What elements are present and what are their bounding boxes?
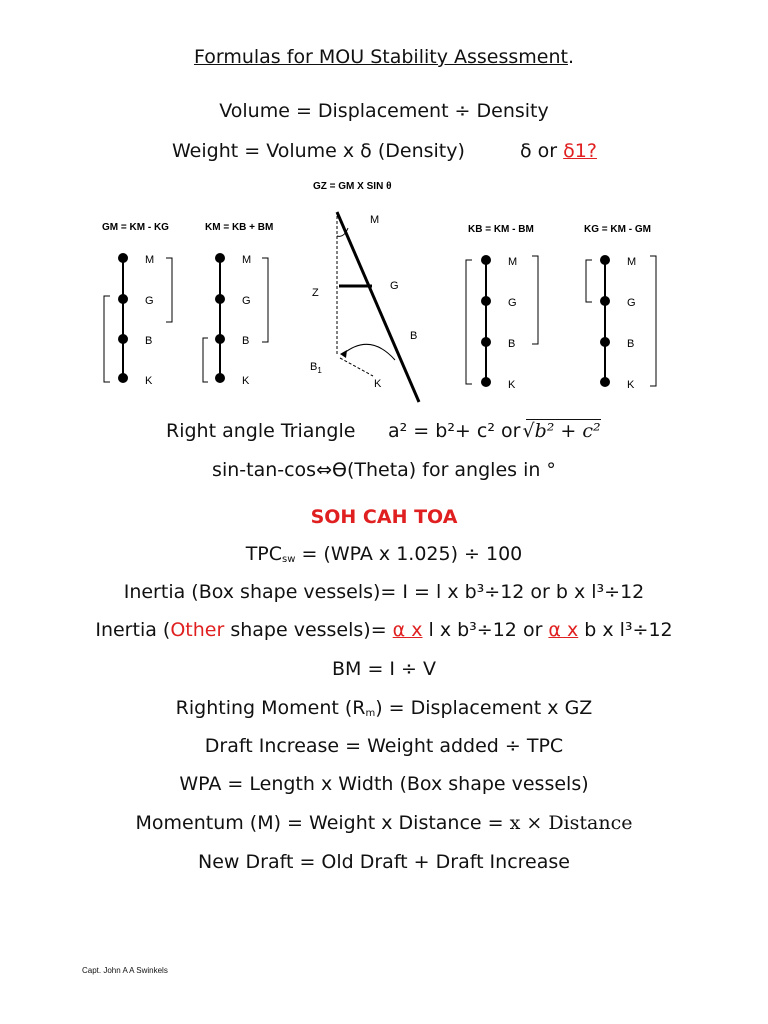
stability-diagram <box>0 172 768 412</box>
inertia-box-formula: Inertia (Box shape vessels)= I = l x b³÷12 or b x l³÷12 <box>123 581 645 603</box>
svg-text:B1: $B_1$ <box>310 361 322 375</box>
title-text: Formulas for MOU Stability Assessment <box>193 46 568 68</box>
righting-moment-formula: Righting Moment $(R_m)$ = Displacement x GZ <box>175 697 593 719</box>
gm-column <box>104 253 172 387</box>
wpa-formula: WPA = Length x Width (Box shape vessels) <box>179 773 589 795</box>
km-label: KM = KB + BM <box>205 222 274 233</box>
pythag-text: a² = b²+ c² or <box>388 420 521 442</box>
sqrt-expression: √b² + c² <box>522 420 601 442</box>
page-title <box>0 46 768 68</box>
new-draft-formula: New Draft = Old Draft + Draft Increase <box>198 851 570 873</box>
tpc-formula: $TPC_{sw} = (WPA$ x 1.025) ÷ 100 <box>245 543 523 565</box>
svg-text:B: B <box>242 335 250 347</box>
kb-column <box>466 255 538 391</box>
km-column <box>203 253 268 387</box>
pythagoras-formula <box>388 420 601 442</box>
svg-text:M: M <box>145 254 155 266</box>
svg-text:G: G <box>508 297 517 309</box>
kg-label: KG = KM - GM <box>584 224 651 235</box>
svg-text:K: K <box>242 375 250 387</box>
sqrt-text: b² + c² <box>534 420 601 442</box>
momentum-formula: Momentum (M) = Weight x Distance = x × Distance <box>135 812 633 834</box>
delta1-text: δ1? <box>563 140 597 162</box>
title-period: . <box>567 46 575 68</box>
kg-column <box>586 255 656 391</box>
svg-text:Z: Z <box>312 287 319 299</box>
gz-label: GZ = GM X SIN θ <box>313 181 392 192</box>
soh-cah-toa: SOH CAH TOA <box>310 506 458 528</box>
gm-label: GM = KM - KG <box>102 222 169 233</box>
trig-line: sin-tan-cos⇔ϴ(Theta) for angles in ° <box>212 459 556 481</box>
svg-text:M: M <box>242 254 252 266</box>
volume-formula: Volume = Displacement ÷ Density <box>219 100 549 122</box>
delta-or <box>520 140 597 162</box>
svg-text:G: G <box>627 297 636 309</box>
svg-text:M: M <box>627 256 637 268</box>
svg-text:M: M <box>370 214 380 226</box>
inertia-other-formula: Inertia (Other shape vessels)= α x l x b³÷12 or α x b x l³÷12 <box>95 619 673 641</box>
svg-text:B: B <box>627 338 635 350</box>
kb-label: KB = KM - BM <box>468 224 534 235</box>
footer-author: Capt. John A A Swinkels <box>82 966 168 975</box>
svg-text:K: K <box>627 379 635 391</box>
bm-formula: BM = I ÷ V <box>331 658 437 680</box>
delta-or-text: δ or <box>520 140 558 162</box>
svg-text:B: B <box>410 330 418 342</box>
svg-text:B: B <box>145 335 153 347</box>
svg-text:G: G <box>390 280 399 292</box>
svg-text:K: K <box>508 379 516 391</box>
svg-text:G: G <box>145 295 154 307</box>
heel-diagram <box>310 212 419 402</box>
svg-text:K: K <box>374 378 382 390</box>
right-angle-text: Right angle Triangle <box>166 420 356 442</box>
svg-text:B: B <box>508 338 516 350</box>
svg-text:M: M <box>508 256 518 268</box>
svg-text:G: G <box>242 295 251 307</box>
svg-text:K: K <box>145 375 153 387</box>
draft-increase-formula: Draft Increase = Weight added ÷ TPC <box>204 735 564 757</box>
weight-formula: Weight = Volume x δ (Density) <box>172 140 465 162</box>
